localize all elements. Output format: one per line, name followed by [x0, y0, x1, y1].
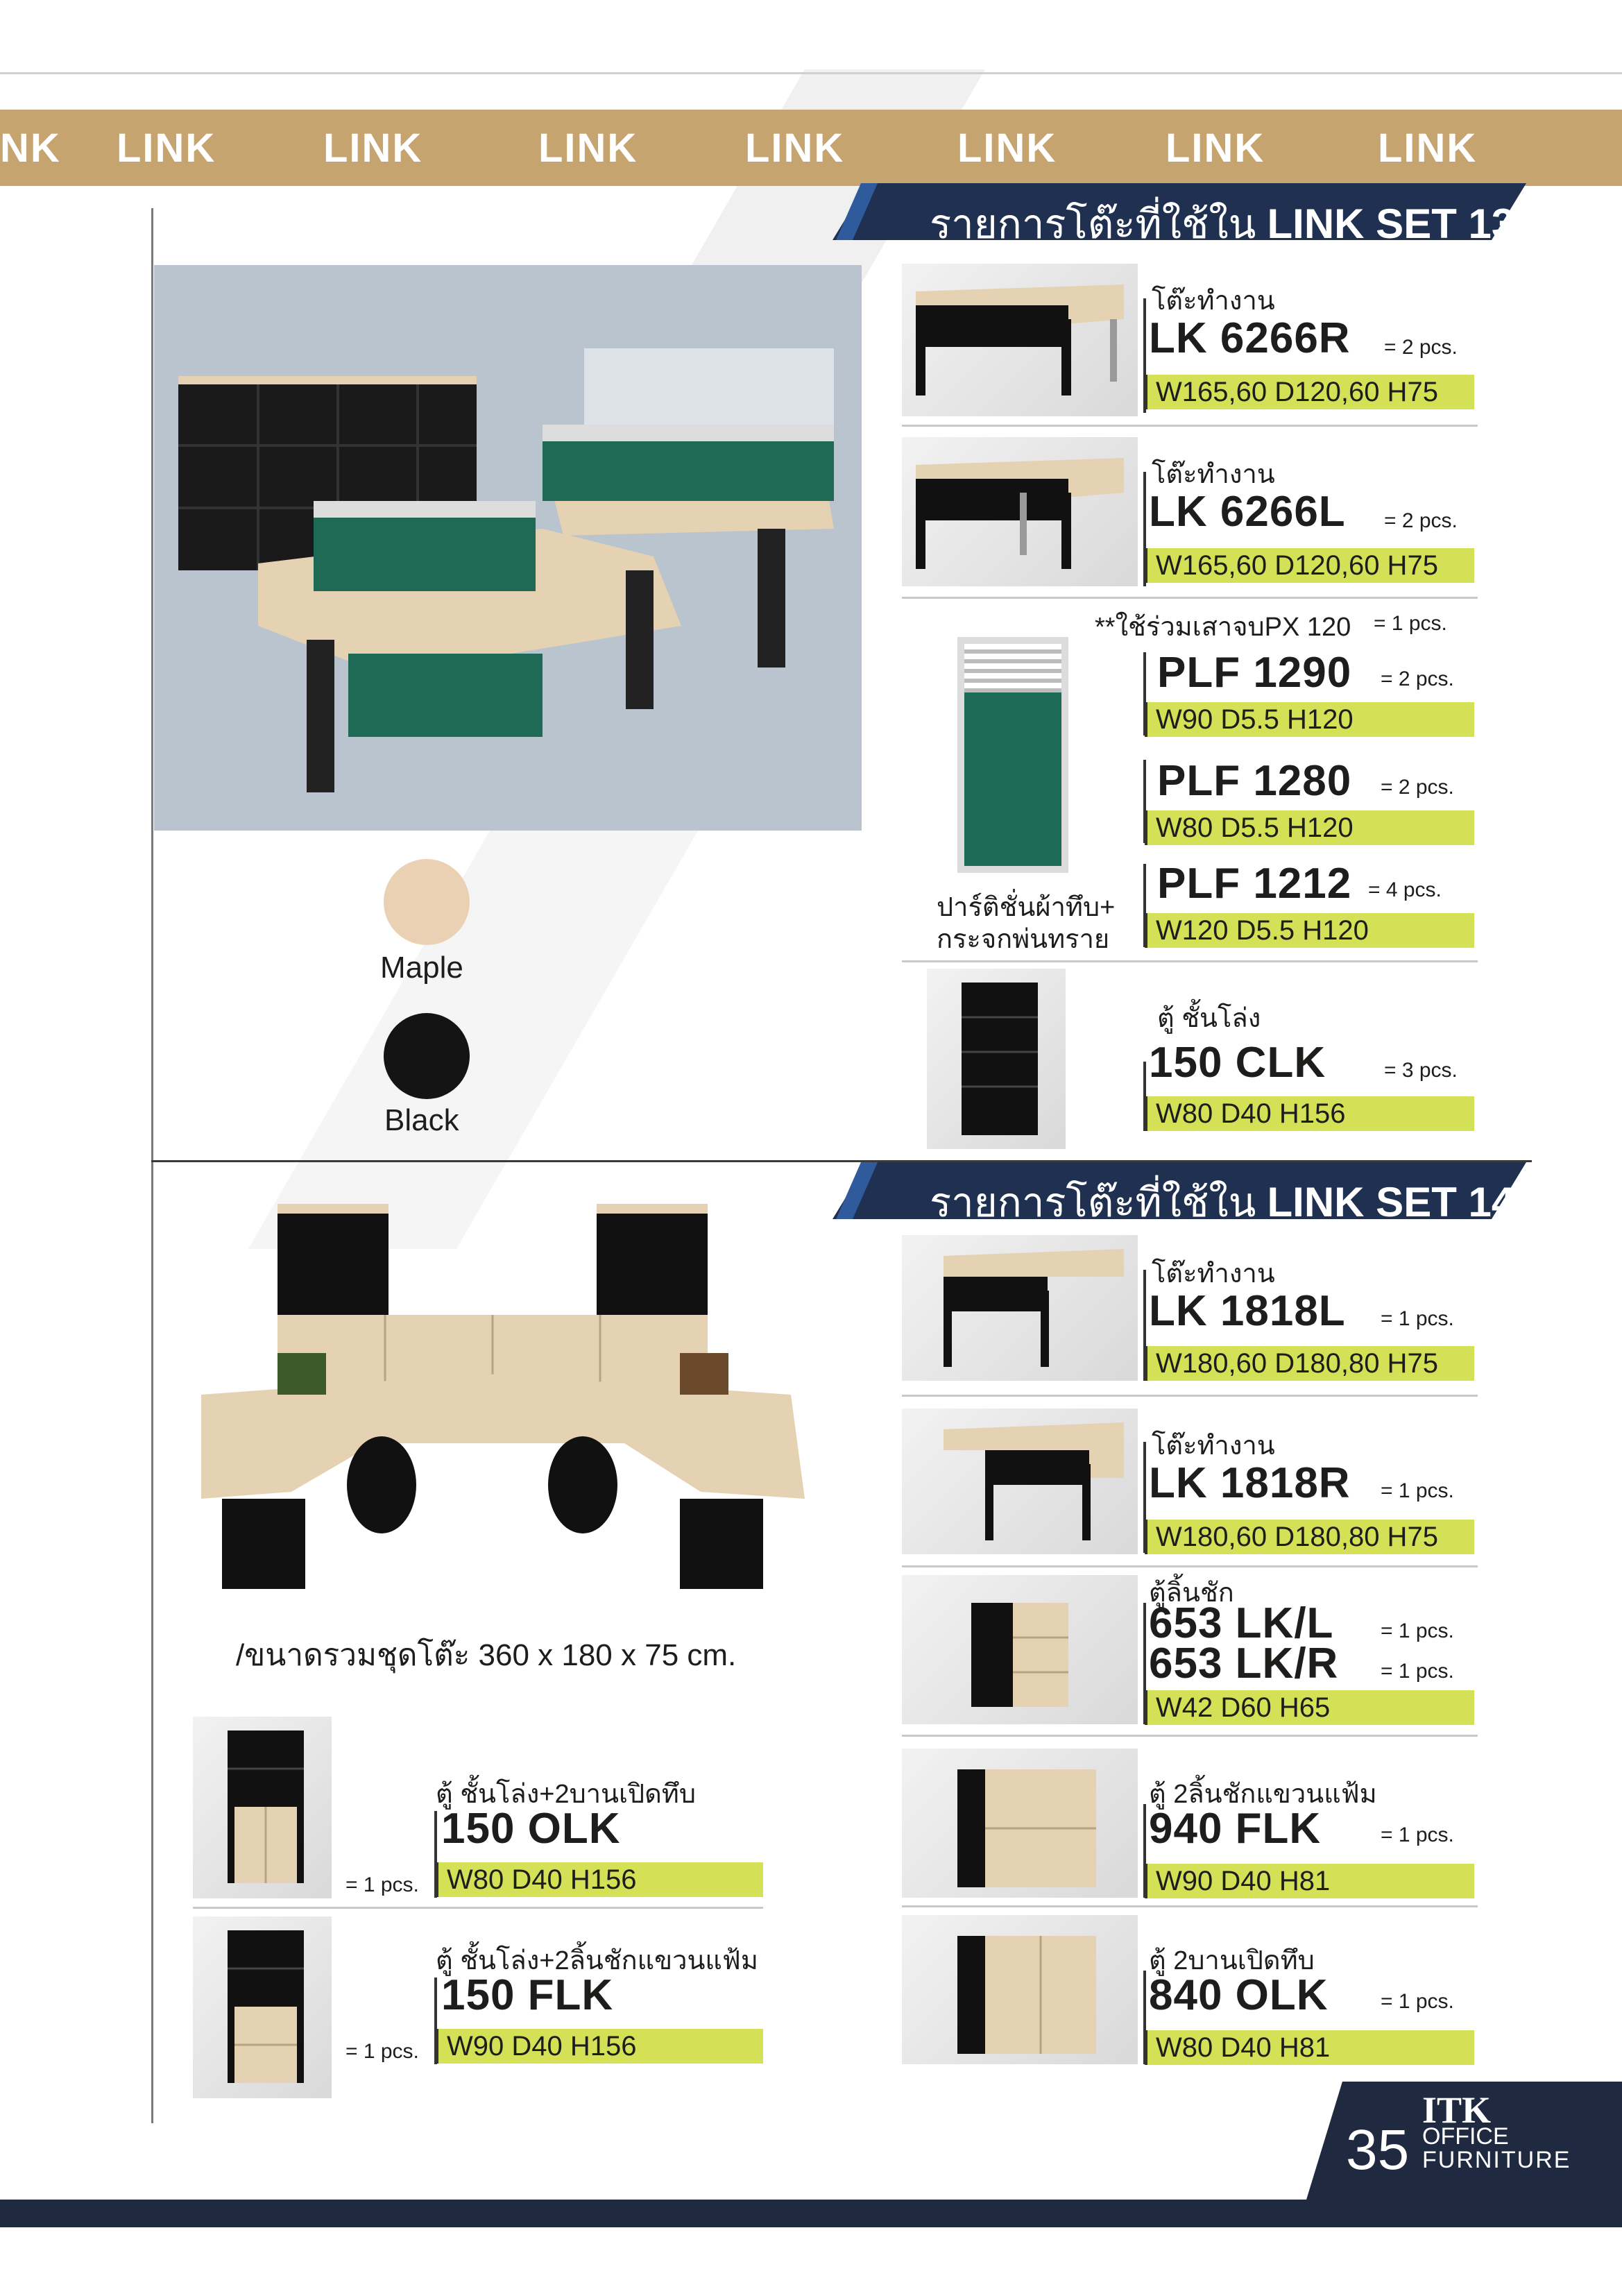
item-code: LK 6266R	[1149, 314, 1351, 362]
item-code: PLF 1290	[1157, 649, 1352, 697]
banner-word: LINK	[323, 126, 423, 171]
footer-bar	[0, 2200, 1622, 2227]
pole-qty: = 1 pcs.	[1374, 612, 1447, 635]
partition-fabric	[964, 692, 1061, 866]
cabinet-icon	[193, 1717, 332, 1898]
item-category: ตู้ 2ลิ้นชักแขวนแฟ้ม	[1149, 1780, 1377, 1809]
item-dimensions: W90 D40 H81	[1145, 1864, 1474, 1898]
item-code: 653 LK/L	[1149, 1599, 1334, 1647]
150clk-thumb	[927, 969, 1066, 1149]
item-qty: = 1 pcs.	[1381, 1479, 1454, 1502]
workstation-illustration	[154, 265, 862, 831]
item-category: โต๊ะทำงาน	[1152, 1431, 1275, 1461]
drawer-icon	[902, 1575, 1138, 1724]
item-qty: = 3 pcs.	[1384, 1059, 1458, 1082]
item-code: 840 OLK	[1149, 1971, 1329, 2019]
bg-stripe	[248, 763, 737, 1249]
item-category: โต๊ะทำงาน	[1152, 1259, 1275, 1289]
653lk-thumb	[902, 1575, 1138, 1724]
brand-line1: OFFICE	[1422, 2123, 1509, 2150]
banner-word: LINK	[117, 126, 216, 171]
banner-word: NK	[0, 126, 61, 171]
maple-swatch	[384, 859, 470, 945]
item-qty: = 2 pcs.	[1384, 509, 1458, 532]
item-code: 150 CLK	[1149, 1039, 1326, 1087]
item-dimensions: W90 D40 H156	[436, 2029, 763, 2064]
row-divider	[902, 425, 1478, 427]
item-code: PLF 1280	[1157, 757, 1352, 805]
pole-note: **ใช้ร่วมเสาจบPX 120	[1095, 613, 1351, 642]
page-number: 35	[1346, 2118, 1410, 2182]
item-qty: = 2 pcs.	[1381, 776, 1454, 799]
set14-title-prefix: รายการโต๊ะที่ใช้ใน	[930, 1180, 1256, 1225]
row-divider	[902, 597, 1478, 599]
file-cabinet-icon	[902, 1749, 1138, 1898]
lk6266l-thumb	[902, 437, 1138, 586]
item-dimensions: W180,60 D180,80 H75	[1145, 1346, 1474, 1381]
set13-render-image	[154, 265, 862, 831]
partition-glass	[964, 644, 1061, 692]
row-divider	[902, 1905, 1478, 1907]
item-qty: = 1 pcs.	[1381, 1619, 1454, 1642]
row-divider	[902, 960, 1478, 962]
door-cabinet-icon	[902, 1915, 1138, 2064]
row-divider	[902, 1565, 1478, 1567]
item-qty: = 4 pcs.	[1368, 878, 1442, 901]
item-code: 150 OLK	[441, 1805, 621, 1853]
item-dimensions: W80 D40 H156	[1145, 1096, 1474, 1131]
desk-icon	[902, 264, 1138, 416]
set14-title	[930, 1170, 1514, 1234]
item-qty-secondary: = 1 pcs.	[1381, 1660, 1454, 1683]
item-qty: = 1 pcs.	[1381, 1990, 1454, 2013]
item-category: โต๊ะทำงาน	[1152, 287, 1275, 316]
item-dimensions: W42 D60 H65	[1145, 1690, 1474, 1725]
item-dimensions: W165,60 D120,60 H75	[1145, 375, 1474, 409]
maple-label: Maple	[380, 951, 463, 985]
item-qty: = 1 pcs.	[1381, 1823, 1454, 1846]
150flk-thumb	[193, 1916, 332, 2098]
desk-icon	[902, 1235, 1138, 1381]
item-category: ตู้ 2บานเปิดทึบ	[1149, 1946, 1315, 1975]
item-dimensions: W80 D5.5 H120	[1145, 810, 1474, 845]
item-category: ตู้ ชั้นโล่ง	[1157, 1004, 1261, 1033]
desk-icon	[902, 1409, 1138, 1554]
item-code: 940 FLK	[1149, 1805, 1322, 1853]
set14-title-name: LINK SET 14	[1267, 1179, 1515, 1225]
item-dimensions: W80 D40 H81	[1145, 2030, 1474, 2065]
item-dimensions: W90 D5.5 H120	[1145, 702, 1474, 737]
lk1818r-thumb	[902, 1409, 1138, 1554]
940flk-thumb	[902, 1749, 1138, 1898]
banner-word: LINK	[538, 126, 638, 171]
item-dimensions: W80 D40 H156	[436, 1862, 763, 1897]
partition-caption: ปาร์ติชั่นผ้าทึบ+	[937, 893, 1116, 922]
item-code: LK 1818R	[1149, 1459, 1351, 1507]
brand-logo: ITK	[1422, 2089, 1492, 2131]
item-code-secondary: 653 LK/R	[1149, 1640, 1339, 1687]
banner-word: LINK	[745, 126, 845, 171]
lk1818l-thumb	[902, 1235, 1138, 1381]
lk6266r-thumb	[902, 264, 1138, 416]
item-category: โต๊ะทำงาน	[1152, 460, 1275, 489]
item-code: LK 6266L	[1149, 488, 1346, 536]
partition-image	[957, 637, 1068, 873]
cabinet-icon	[193, 1916, 332, 2098]
row-divider	[902, 1395, 1478, 1397]
banner-word: LINK	[1378, 126, 1478, 171]
item-code: PLF 1212	[1157, 860, 1352, 908]
840olk-thumb	[902, 1915, 1138, 2064]
row-divider	[193, 1907, 763, 1909]
left-rule	[151, 208, 153, 2123]
item-qty: = 1 pcs.	[1381, 1307, 1454, 1330]
item-category: ตู้ ชั้นโล่ง+2ลิ้นชักแขวนแฟ้ม	[436, 1946, 758, 1975]
item-code: LK 1818L	[1149, 1287, 1346, 1335]
item-code: 150 FLK	[441, 1971, 614, 2019]
set13-title	[930, 192, 1514, 256]
partition-caption: กระจกพ่นทราย	[937, 925, 1110, 954]
office-set-illustration	[194, 1193, 812, 1596]
row-divider	[902, 1735, 1478, 1737]
desk-icon	[902, 437, 1138, 586]
brand-line2: FURNITURE	[1422, 2147, 1571, 2173]
black-swatch	[384, 1013, 470, 1099]
link-banner	[0, 110, 1622, 186]
item-qty: = 2 pcs.	[1381, 667, 1454, 690]
item-dimensions: W120 D5.5 H120	[1145, 913, 1474, 948]
item-category: ตู้ลิ้นชัก	[1149, 1579, 1234, 1608]
top-rule	[0, 72, 1622, 74]
section-divider	[151, 1160, 1532, 1162]
set13-title-name: LINK SET 13	[1267, 201, 1515, 247]
item-qty: = 2 pcs.	[1384, 336, 1458, 359]
150olk-thumb	[193, 1717, 332, 1898]
banner-word: LINK	[1166, 126, 1265, 171]
set14-render-image	[194, 1193, 812, 1596]
overall-size: /ขนาดรวมชุดโต๊ะ 360 x 180 x 75 cm.	[236, 1638, 737, 1672]
set13-title-prefix: รายการโต๊ะที่ใช้ใน	[930, 202, 1256, 247]
item-category: ตู้ ชั้นโล่ง+2บานเปิดทึบ	[436, 1780, 696, 1809]
item-qty: = 1 pcs.	[345, 2040, 419, 2063]
item-dimensions: W165,60 D120,60 H75	[1145, 548, 1474, 583]
item-qty: = 1 pcs.	[345, 1873, 419, 1896]
banner-word: LINK	[957, 126, 1057, 171]
black-label: Black	[384, 1103, 459, 1137]
item-dimensions: W180,60 D180,80 H75	[1145, 1520, 1474, 1554]
cabinet-icon	[927, 969, 1066, 1149]
